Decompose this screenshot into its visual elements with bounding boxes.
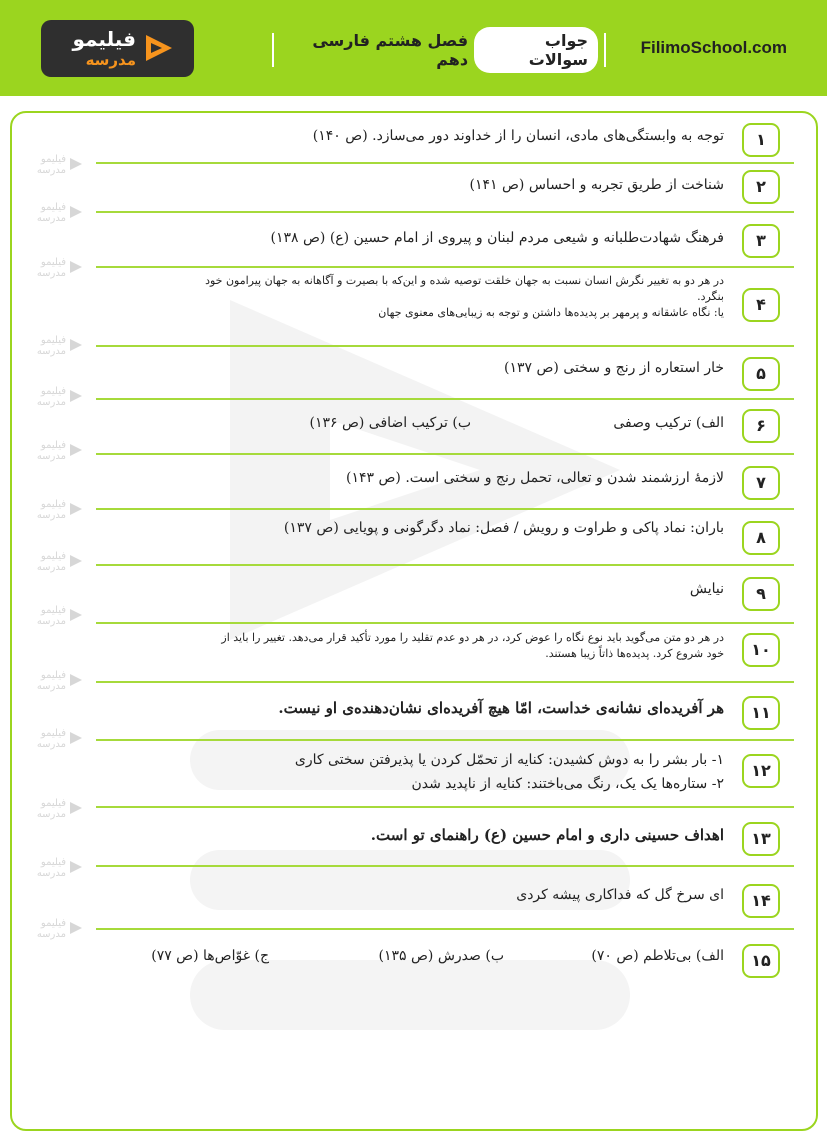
header-divider [604, 33, 606, 67]
question-number: ۲ [742, 170, 780, 204]
side-watermark: فیلیمو مدرسه [24, 153, 90, 177]
answer-row-14 [96, 867, 794, 927]
watermark-play-icon [68, 607, 84, 623]
answer-part-b: ب) صدرش (ص ۱۳۵) [378, 948, 504, 964]
page-title [282, 32, 598, 68]
answer-text: فرهنگ شهادت‌طلبانه و شیعی مردم لبنان و پیروی از امام حسین (ع) (ص ۱۳۸) [270, 230, 724, 246]
question-number: ۴ [742, 288, 780, 322]
watermark-play-icon [68, 337, 84, 353]
answer-part-a: الف) ترکیب وصفی [613, 415, 724, 431]
watermark-play-icon [68, 920, 84, 936]
side-watermark: فیلیمو مدرسه [24, 604, 90, 628]
answer-text: نیایش [689, 581, 724, 597]
answer-text: اهداف حسینی داری و امام حسین (ع) راهنمای تو است. [370, 826, 724, 844]
side-watermark: فیلیمو مدرسه [24, 550, 90, 574]
side-watermark: فیلیمو مدرسه [24, 201, 90, 225]
question-number: ۵ [742, 357, 780, 391]
answer-row-12 [96, 741, 794, 805]
play-book-icon [142, 31, 176, 65]
answer-text: در هر دو متن می‌گوید باید نوع نگاه را عوض کرد، در هر دو عدم تقلید را مورد تأکید قرار می‌دهد. تغییر را باید از خود شروع کرد. پدیده‌ها ذاتاً زیبا هستند. [221, 631, 724, 660]
side-watermark: فیلیمو مدرسه [24, 439, 90, 463]
answer-text: توجه به وابستگی‌های مادی، انسان را از خداوند دور می‌سازد. (ص ۱۴۰) [312, 128, 724, 144]
side-watermark: فیلیمو مدرسه [24, 385, 90, 409]
answer-text: ای سرخ گل که فداکاری پیشه کردی [516, 887, 724, 903]
question-number: ۱۵ [742, 944, 780, 978]
answer-part-b: ب) ترکیب اضافی (ص ۱۳۶) [309, 415, 471, 431]
side-watermark: فیلیمو مدرسه [24, 256, 90, 280]
watermark-play-icon [68, 442, 84, 458]
question-number: ۷ [742, 466, 780, 500]
question-number: ۹ [742, 577, 780, 611]
watermark-play-icon [68, 672, 84, 688]
question-number: ۶ [742, 409, 780, 443]
title-pill: جواب سوالات [474, 27, 598, 73]
question-number: ۸ [742, 521, 780, 555]
logo-text-madrese: مدرسه [85, 51, 136, 69]
answer-row-15 [96, 930, 794, 990]
answer-part-a: الف) بی‌تلاطم (ص ۷۰) [591, 948, 724, 964]
logo-text-filimo: فیلیمو [72, 27, 136, 51]
watermark-play-icon [68, 501, 84, 517]
watermark-play-icon [68, 800, 84, 816]
answer-text: شناخت از طریق تجربه و احساس (ص ۱۴۱) [469, 177, 724, 193]
question-number: ۱۴ [742, 884, 780, 918]
header-divider [272, 33, 274, 67]
watermark-play-icon [68, 204, 84, 220]
watermark-play-icon [68, 859, 84, 875]
header-bar [0, 0, 827, 96]
answer-row-5 [96, 347, 794, 397]
watermark-play-icon [68, 388, 84, 404]
answer-text: هر آفریده‌ای نشانه‌ی خداست، امّا هیچ آفریده‌ای نشان‌دهنده‌ی او نیست. [278, 699, 724, 717]
side-watermark: فیلیمو مدرسه [24, 334, 90, 358]
answer-row-6 [96, 400, 794, 452]
answer-row-1 [96, 118, 794, 162]
watermark-play-icon [68, 730, 84, 746]
filimo-school-logo[interactable] [41, 20, 194, 77]
answer-text: ۱- بار بشر را به دوش کشیدن: کنایه از تحمّل کردن یا پذیرفتن سختی کاری ۲- ستاره‌ها یک یک، رنگ می‌باختند: کنایه از ناپدید شدن [294, 752, 724, 792]
watermark-play-icon [68, 156, 84, 172]
question-number: ۳ [742, 224, 780, 258]
title-text: فصل هشتم فارسی دهم [312, 31, 469, 69]
question-number: ۱۲ [742, 754, 780, 788]
side-watermark: فیلیمو مدرسه [24, 727, 90, 751]
answer-row-3 [96, 213, 794, 265]
answer-row-4 [96, 268, 794, 344]
answer-text: در هر دو به تغییر نگرش انسان نسبت به جهان خلقت توصیه شده و این‌که با بصیرت و آگاهانه به جهان پیرامون خود بنگرد. یا: نگاه عاشقانه و پرمهر بر پدیده‌ها داشتن و توجه به زیبایی‌های معنوی جهان [205, 274, 724, 319]
side-watermark: فیلیمو مدرسه [24, 498, 90, 522]
question-number: ۱۱ [742, 696, 780, 730]
answer-row-2 [96, 164, 794, 210]
answer-row-8 [96, 510, 794, 563]
site-url[interactable]: FilimoSchool.com [640, 38, 787, 57]
watermark-play-icon [68, 259, 84, 275]
answer-row-9 [96, 566, 794, 621]
answer-text: خار استعاره از رنج و سختی (ص ۱۳۷) [504, 360, 724, 376]
answer-row-13 [96, 808, 794, 864]
answer-row-7 [96, 455, 794, 507]
side-watermark: فیلیمو مدرسه [24, 917, 90, 941]
answer-row-10 [96, 624, 794, 680]
answer-text: لازمهٔ ارزشمند شدن و تعالی، تحمل رنج و سختی است. (ص ۱۴۳) [346, 470, 724, 486]
question-number: ۱۰ [742, 633, 780, 667]
side-watermark: فیلیمو مدرسه [24, 797, 90, 821]
side-watermark: فیلیمو مدرسه [24, 669, 90, 693]
question-number: ۱۳ [742, 822, 780, 856]
watermark-play-icon [68, 553, 84, 569]
answer-part-c: ج) غوّاص‌ها (ص ۷۷) [151, 948, 269, 964]
side-watermark: فیلیمو مدرسه [24, 856, 90, 880]
answer-row-11 [96, 683, 794, 738]
answer-text: باران: نماد پاکی و طراوت و رویش / فصل: نماد دگرگونی و پویایی (ص ۱۳۷) [283, 520, 724, 536]
question-number: ۱ [742, 123, 780, 157]
